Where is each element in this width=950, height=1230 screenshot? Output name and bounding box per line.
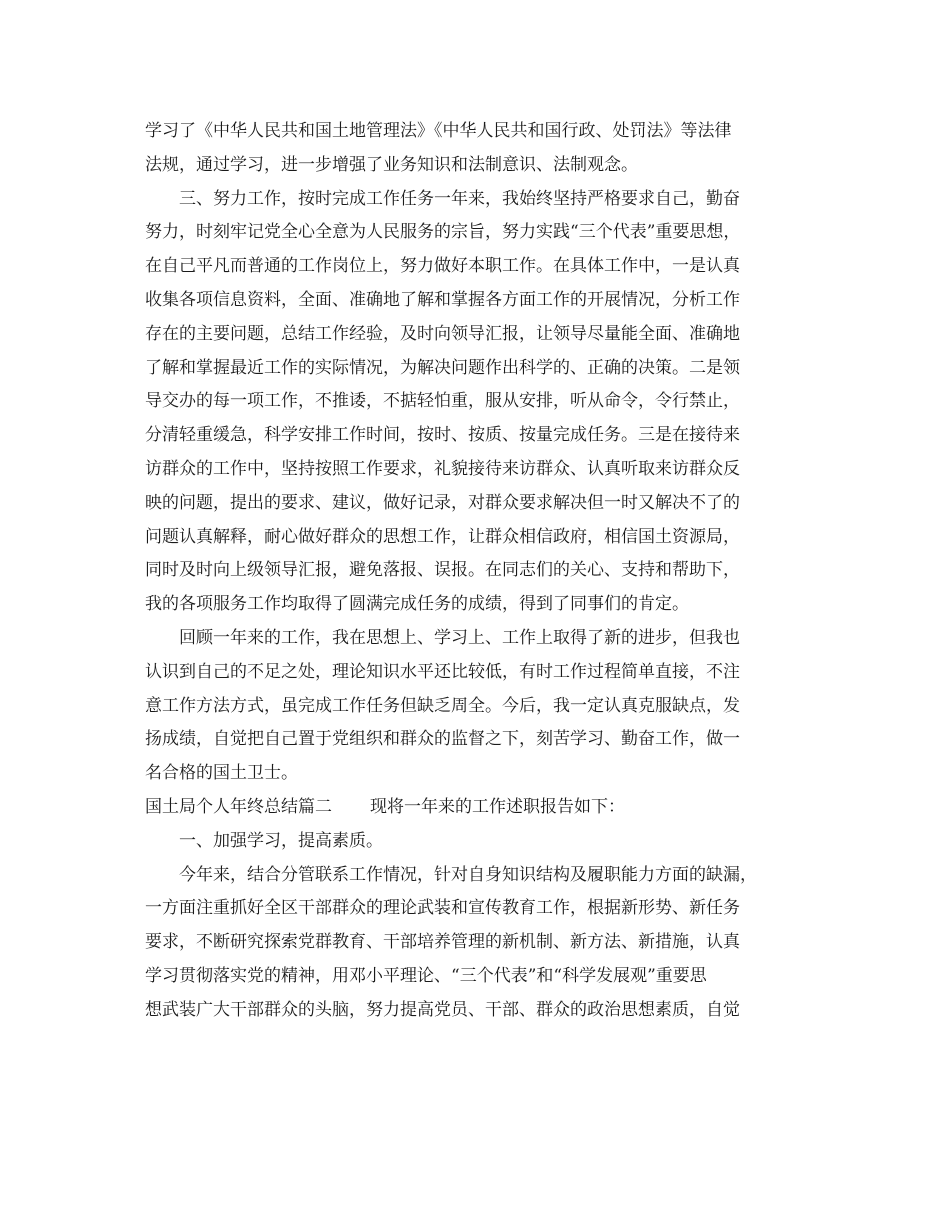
section-intro: 现将一年来的工作述职报告如下：	[370, 796, 625, 817]
section-title: 国土局个人年终总结篇二	[145, 796, 332, 817]
text-line: 存在的主要问题，总结工作经验，及时向领导汇报，让领导尽量能全面、准确地	[145, 323, 740, 344]
text-line: 一方面注重抓好全区干部群众的理论武装和宣传教育工作，根据新形势、新任务	[145, 898, 740, 919]
text-line: 在自己平凡而普通的工作岗位上，努力做好本职工作。在具体工作中，一是认真	[145, 256, 740, 277]
text-line: 映的问题，提出的要求、建议，做好记录，对群众要求解决但一时又解决不了的	[145, 492, 740, 513]
text-line: 一、加强学习，提高素质。	[179, 830, 383, 851]
text-line: 我的各项服务工作均取得了圆满完成任务的成绩，得到了同事们的肯定。	[145, 594, 689, 615]
text-line: 想武装广大干部群众的头脑，努力提高党员、干部、群众的政治思想素质，自觉	[145, 999, 740, 1020]
text-line: 导交办的每一项工作，不推诿，不掂轻怕重，服从安排，听从命令，令行禁止，	[145, 391, 740, 412]
document-page	[145, 115, 805, 1028]
text-line: 了解和掌握最近工作的实际情况，为解决问题作出科学的、正确的决策。二是领	[145, 357, 740, 378]
text-line: 名合格的国土卫士。	[145, 763, 298, 784]
text-line: 今年来，结合分管联系工作情况，针对自身知识结构及履职能力方面的缺漏，	[179, 864, 757, 885]
text-line: 学习了《中华人民共和国土地管理法》《中华人民共和国行政、处罚法》等法律	[145, 121, 732, 141]
text-line: 意工作方法方式，虽完成工作任务但缺乏周全。今后，我一定认真克服缺点，发	[145, 695, 740, 716]
text-line: 访群众的工作中，坚持按照工作要求，礼貌接待来访群众、认真听取来访群众反	[145, 458, 740, 479]
section-heading	[145, 791, 805, 825]
text-line: 三、努力工作，按时完成工作任务一年来，我始终坚持严格要求自己，勤奋	[179, 188, 740, 209]
text-line: 认识到自己的不足之处，理论知识水平还比较低，有时工作过程简单直接，不注	[145, 661, 740, 682]
text-line: 努力，时刻牢记党全心全意为人民服务的宗旨，努力实践“三个代表”重要思想，	[145, 222, 741, 243]
text-line: 学习贯彻落实党的精神，用邓小平理论、“三个代表”和“科学发展观”重要思	[145, 965, 707, 986]
text-line: 要求，不断研究探索党群教育、干部培养管理的新机制、新方法、新措施，认真	[145, 932, 740, 953]
text-line: 收集各项信息资料，全面、准确地了解和掌握各方面工作的开展情况，分析工作	[145, 289, 740, 310]
text-line: 法规，通过学习，进一步增强了业务知识和法制意识、法制观念。	[145, 154, 638, 175]
text-line: 同时及时向上级领导汇报，避免落报、误报。在同志们的关心、支持和帮助下，	[145, 560, 740, 581]
text-line: 回顾一年来的工作，我在思想上、学习上、工作上取得了新的进步，但我也	[179, 627, 740, 648]
text-line: 扬成绩，自觉把自己置于党组织和群众的监督之下，刻苦学习、勤奋工作，做一	[145, 729, 740, 750]
text-line: 问题认真解释，耐心做好群众的思想工作，让群众相信政府，相信国土资源局，	[145, 526, 740, 547]
text-line: 分清轻重缓急，科学安排工作时间，按时、按质、按量完成任务。三是在接待来	[145, 425, 740, 446]
